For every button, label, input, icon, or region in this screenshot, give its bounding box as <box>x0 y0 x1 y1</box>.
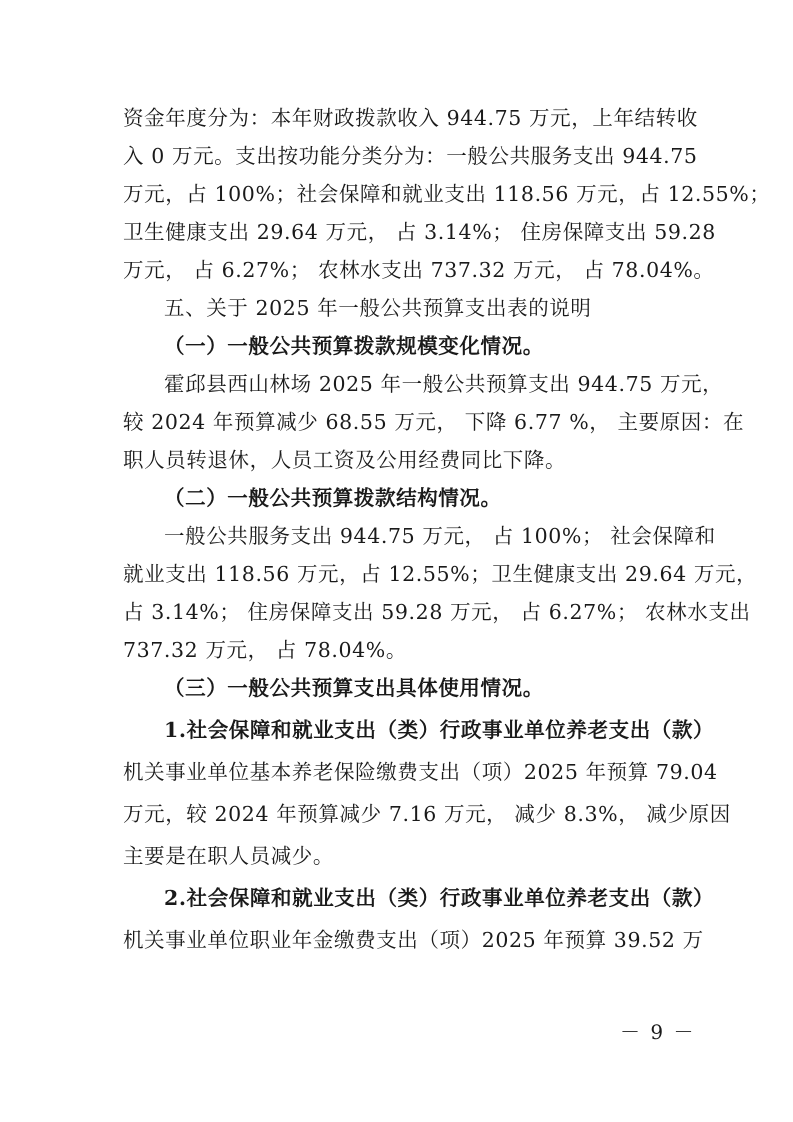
item-title-line: 1.社会保障和就业支出（类）行政事业单位养老支出（款） <box>164 718 715 742</box>
subheading: （二）一般公共预算拨款结构情况。 <box>164 486 502 510</box>
paragraph-line: 占 3.14%； 住房保障支出 59.28 万元， 占 6.27%； 农林水支出 <box>123 600 751 624</box>
subheading: （三）一般公共预算支出具体使用情况。 <box>164 676 544 700</box>
paragraph-line: 入 0 万元。支出按功能分类分为：一般公共服务支出 944.75 <box>123 144 698 168</box>
subheading: （一）一般公共预算拨款规模变化情况。 <box>164 334 544 358</box>
paragraph-line: 机关事业单位职业年金缴费支出（项）2025 年预算 39.52 万 <box>123 928 704 952</box>
paragraph-line: 霍邱县西山林场 2025 年一般公共预算支出 944.75 万元， <box>164 372 724 396</box>
paragraph-line: 万元，较 2024 年预算减少 7.16 万元， 减少 8.3%， 减少原因 <box>123 802 731 826</box>
paragraph-line: 一般公共服务支出 944.75 万元， 占 100%； 社会保障和 <box>164 524 716 548</box>
paragraph-line: 机关事业单位基本养老保险缴费支出（项）2025 年预算 79.04 <box>123 760 718 784</box>
paragraph-line: 万元，占 100%；社会保障和就业支出 118.56 万元，占 12.55%； <box>123 182 771 206</box>
paragraph-line: 就业支出 118.56 万元，占 12.55%；卫生健康支出 29.64 万元， <box>123 562 758 586</box>
paragraph-line: 万元， 占 6.27%； 农林水支出 737.32 万元， 占 78.04%。 <box>123 258 715 282</box>
paragraph-line: 资金年度分为：本年财政拨款收入 944.75 万元，上年结转收 <box>123 106 698 130</box>
paragraph-line: 主要是在职人员减少。 <box>123 844 334 868</box>
page-number: － 9 － <box>620 1020 696 1044</box>
section-heading: 五、关于 2025 年一般公共预算支出表的说明 <box>164 296 592 320</box>
paragraph-line: 较 2024 年预算减少 68.55 万元， 下降 6.77 %， 主要原因：在 <box>123 410 745 434</box>
paragraph-line: 737.32 万元， 占 78.04%。 <box>123 638 407 662</box>
paragraph-line: 职人员转退休，人员工资及公用经费同比下降。 <box>123 448 567 472</box>
item-title-line: 2.社会保障和就业支出（类）行政事业单位养老支出（款） <box>164 886 715 910</box>
paragraph-line: 卫生健康支出 29.64 万元， 占 3.14%； 住房保障支出 59.28 <box>123 220 716 244</box>
